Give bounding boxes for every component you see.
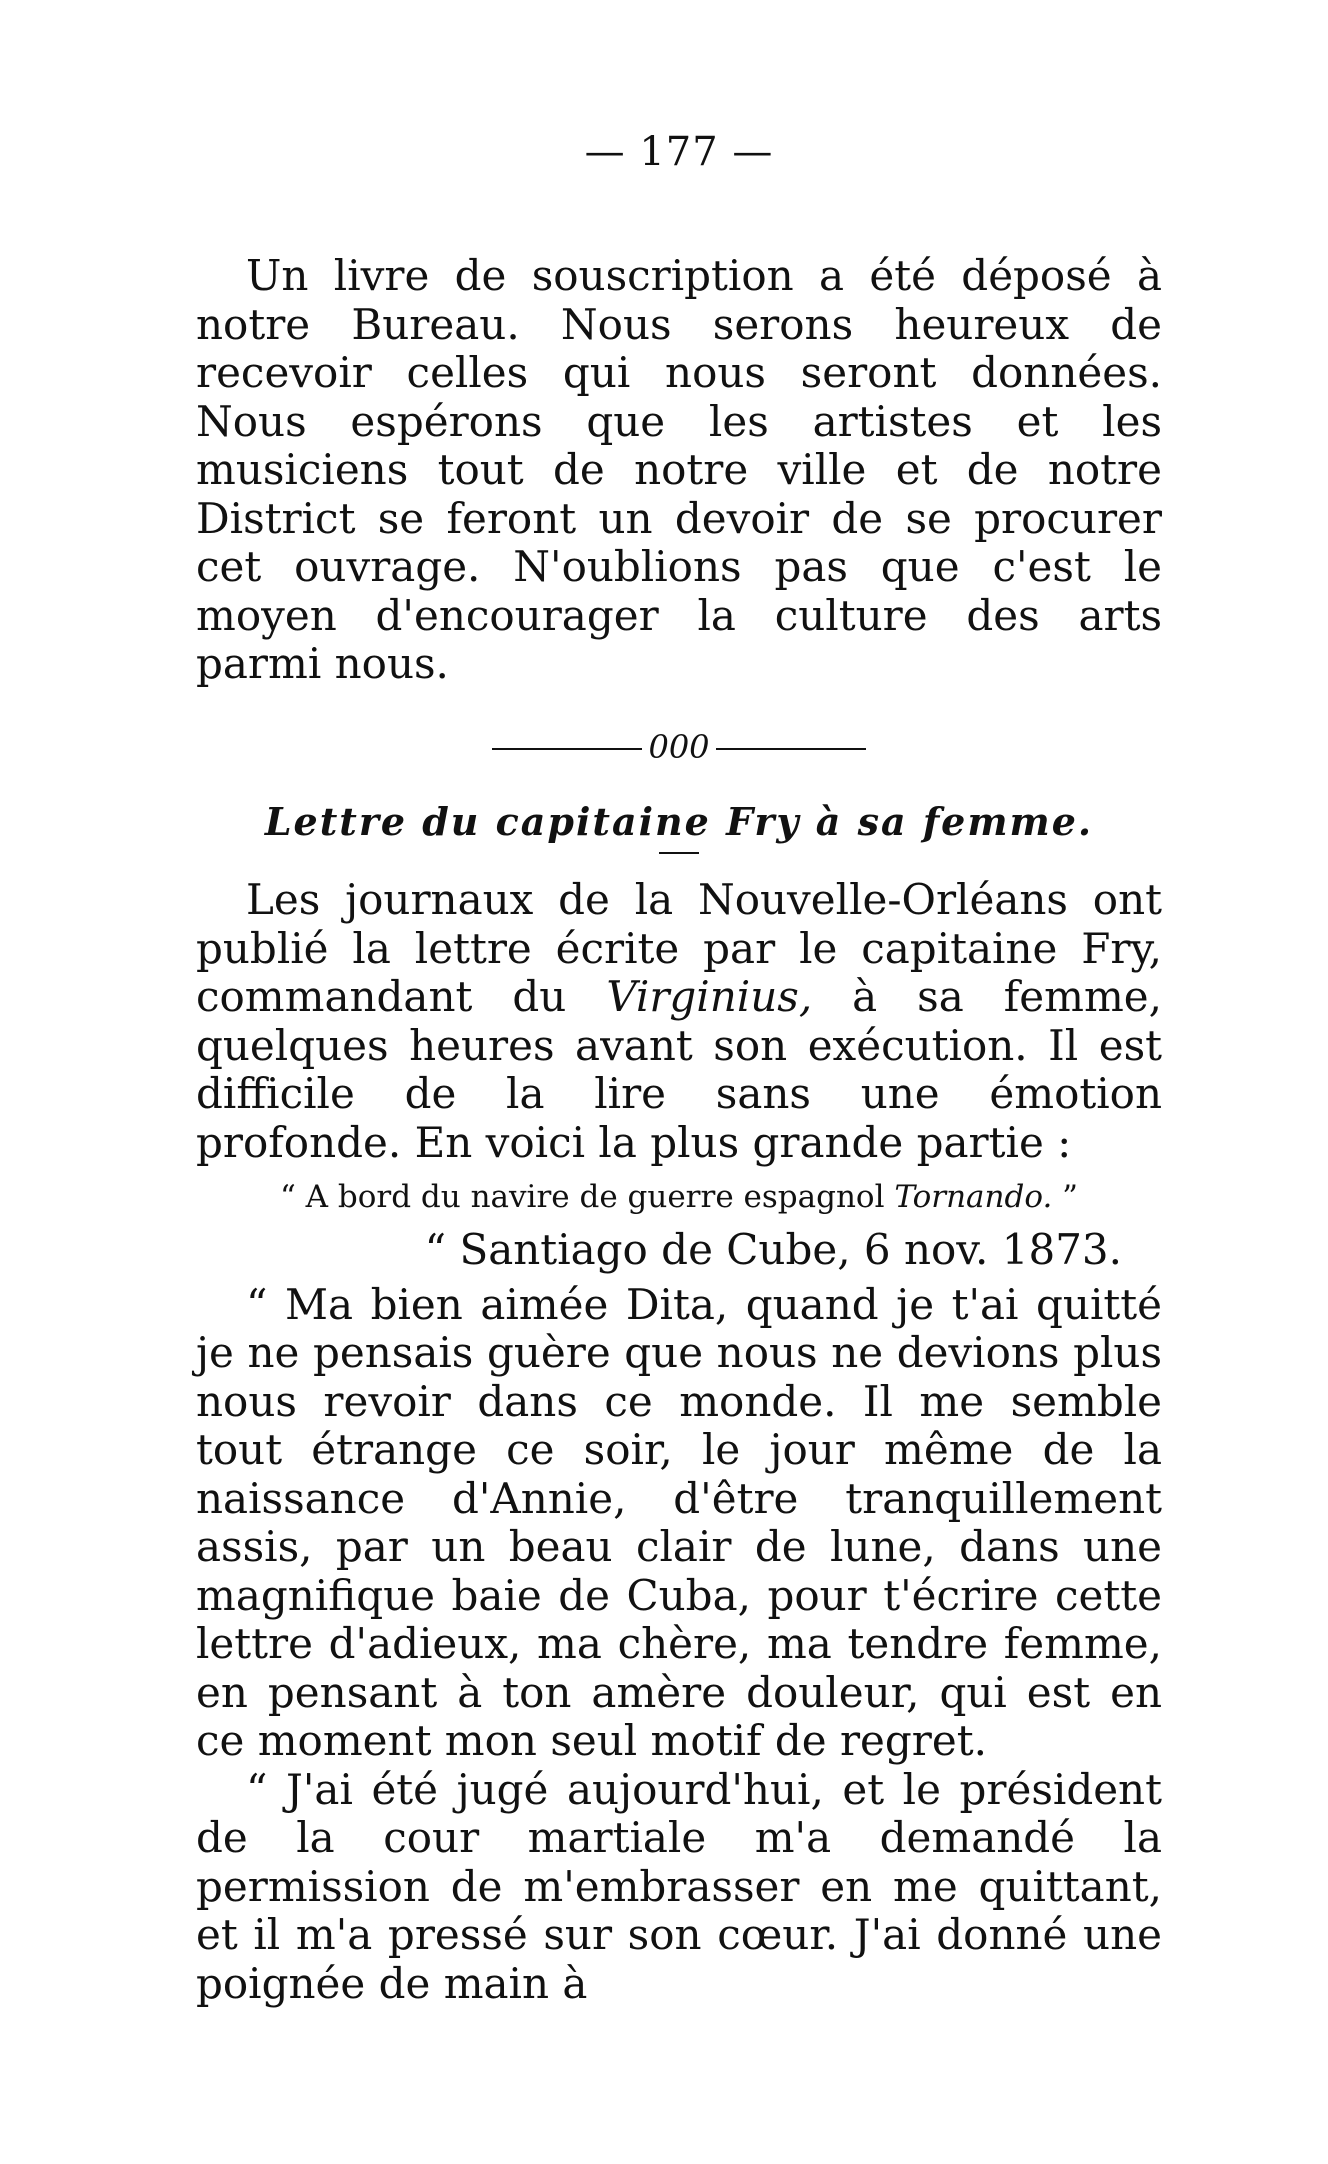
letter-paragraph-2: “ J'ai été jugé aujourd'hui, et le président de la cour martiale m'a demandé la permission de m'embrasser en me quittant, et il m'a pressé sur son cœur. J'ai donné une poignée de main à	[196, 1764, 1162, 2008]
location-ship-name: Tornando.	[894, 1179, 1053, 1216]
letter-date-line: “ Santiago de Cube, 6 nov. 1873.	[424, 1225, 1122, 1275]
intro-text-after: à sa femme, quelques heures avant son exécution. Il est difficile de la lire sans une émotion profonde. En voici la plus grande partie :	[196, 972, 1163, 1167]
intro-text-before: Les journaux de la Nouvelle-Orléans ont publié la lettre écrite par le capitaine Fry, commandant du	[196, 875, 1162, 1022]
letter-location-line	[196, 1179, 1162, 1216]
separator-rule-right	[716, 748, 866, 750]
separator-text: 000	[648, 727, 710, 766]
intro-ship-name: Virginius,	[606, 972, 813, 1022]
book-page	[196, 129, 1163, 2008]
page-number: — 177 —	[584, 129, 774, 175]
location-text-before: “ A bord du navire de guerre espagnol	[279, 1179, 895, 1216]
article-intro-paragraph	[196, 876, 1162, 1167]
section-separator	[196, 727, 1162, 766]
letter-paragraph-1: “ Ma bien aimée Dita, quand je t'ai quitté je ne pensais guère que nous ne devions plus nous revoir dans ce monde. Il me semble tout étrange ce soir, le jour même de la naissance d'Annie, d'être tranquillement assis, par un beau clair de lune, dans une magnifique baie de Cuba, pour t'écrire cette lettre d'adieux, ma chère, ma tendre femme, en pensant à ton amère douleur, qui est en ce moment mon seul motif de regret.	[196, 1279, 1162, 1766]
separator-rule-left	[492, 748, 642, 750]
article-title: Lettre du capitaine Fry à sa femme.	[264, 798, 1094, 844]
title-dash	[659, 852, 699, 854]
subscription-paragraph: Un livre de souscription a été déposé à notre Bureau. Nous serons heureux de recevoir celles qui nous seront données. Nous espérons que les artistes et les musiciens tout de notre ville et de notre District se feront un devoir de se procurer cet ouvrage. N'oublions pas que c'est le moyen d'encourager la culture des arts parmi nous.	[196, 251, 1162, 688]
location-text-after: ”	[1052, 1179, 1079, 1216]
